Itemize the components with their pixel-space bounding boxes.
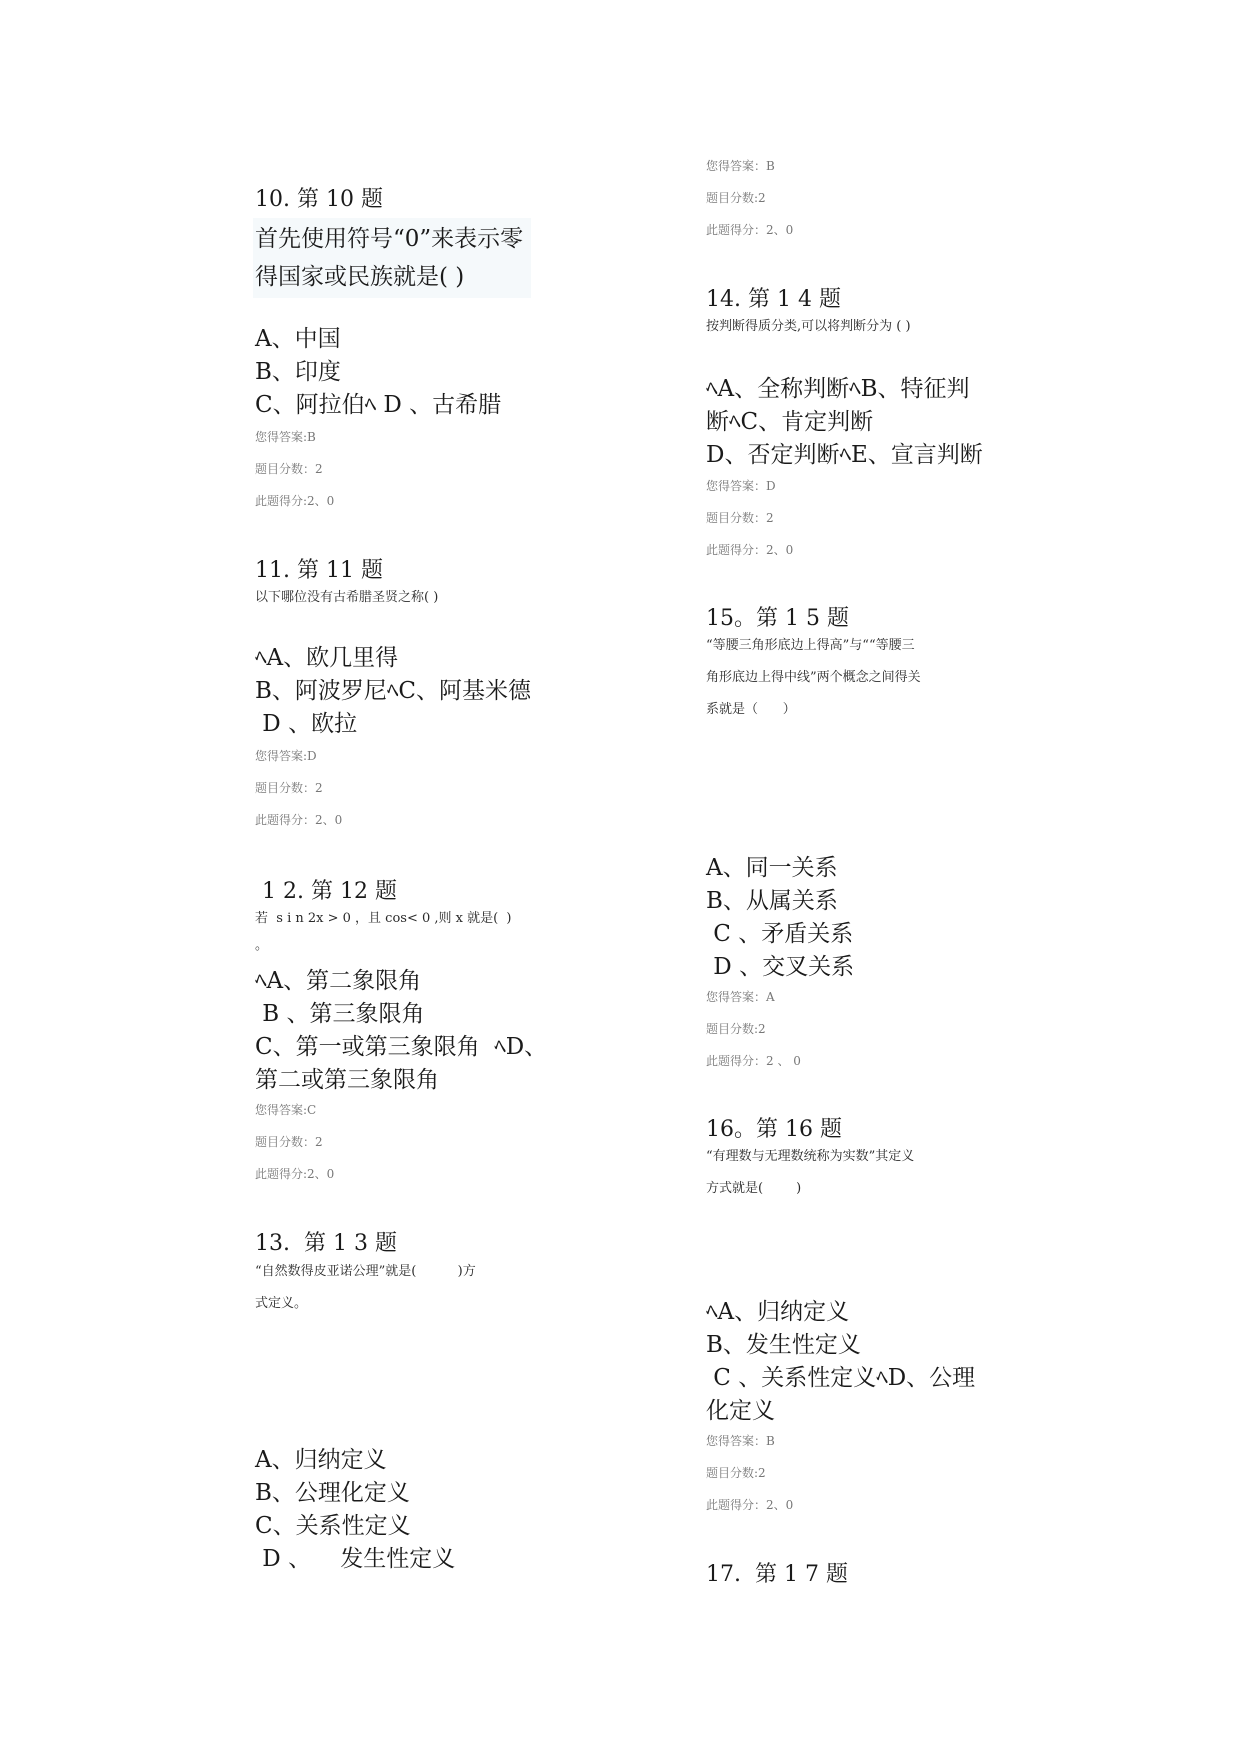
- option: B、发生性定义: [706, 1332, 861, 1358]
- question-score: 此题得分：2 、 0: [706, 1054, 801, 1068]
- option: C、关系性定义: [255, 1513, 411, 1539]
- question-13-stem: [255, 1256, 476, 1320]
- question-14-options: [706, 373, 983, 472]
- question-16-stem-line-1: “有理数与无理数统称为实数”其定义: [706, 1149, 915, 1164]
- question-12-stem-line-2: 。: [255, 938, 269, 953]
- question-10-stem: [253, 218, 531, 298]
- question-points: 题目分数:2: [706, 1022, 766, 1036]
- question-11-stem: 以下哪位没有古希腊圣贤之称( ): [255, 590, 439, 605]
- option: D 、欧拉: [255, 711, 358, 737]
- option: C、第一或第三象限角 ﾍD、: [255, 1034, 548, 1060]
- option: B 、第三象限角: [255, 1001, 425, 1027]
- question-11-title: 11. 第 11 题: [255, 558, 383, 583]
- question-13-stem-line-2: 式定义。: [255, 1296, 308, 1311]
- option: C 、关系性定义ﾍD、公理: [706, 1365, 976, 1391]
- option: D 、 发生性定义: [255, 1546, 456, 1572]
- question-16-meta: [706, 1425, 793, 1521]
- question-15-title: 15。第 1 5 题: [706, 606, 849, 631]
- question-11-meta: [255, 740, 342, 836]
- option: B、公理化定义: [255, 1480, 410, 1506]
- question-10-meta: [255, 421, 334, 517]
- question-score: 此题得分：2、0: [706, 1498, 794, 1512]
- question-10-stem-line-2: 得国家或民族就是( ): [255, 264, 465, 290]
- question-score: 此题得分：2、0: [255, 813, 343, 827]
- question-15-stem: [706, 630, 921, 726]
- option: 化定义: [706, 1398, 775, 1424]
- question-12-meta: [255, 1094, 334, 1190]
- question-17-title: 17. 第 1 7 题: [706, 1562, 848, 1587]
- your-answer: 您得答案:D: [255, 749, 317, 763]
- option: ﾍA、归纳定义: [706, 1299, 850, 1325]
- question-16-stem: [706, 1141, 914, 1205]
- question-score: 此题得分:2、0: [255, 494, 335, 508]
- option: ﾍA、欧几里得: [255, 645, 399, 671]
- question-10-title: 10. 第 10 题: [255, 187, 383, 212]
- question-13-meta: [706, 150, 793, 246]
- question-10-options: [255, 323, 501, 422]
- question-points: 题目分数：2: [255, 1135, 323, 1149]
- question-13-title: 13. 第 1 3 题: [255, 1231, 397, 1256]
- question-points: 题目分数：2: [255, 781, 323, 795]
- question-16-options: [706, 1296, 975, 1428]
- question-14-meta: [706, 470, 793, 566]
- option: C 、矛盾关系: [706, 921, 854, 947]
- question-score: 此题得分:2、0: [255, 1167, 335, 1181]
- question-14-stem: 按判断得质分类,可以将判断分为 ( ): [706, 319, 911, 334]
- option: C、阿拉伯ﾍ D 、古希腊: [255, 392, 502, 418]
- question-15-meta: [706, 981, 801, 1077]
- question-13-stem-line-1: “自然数得皮亚诺公理”就是( )方: [255, 1264, 476, 1279]
- your-answer: 您得答案：D: [706, 479, 776, 493]
- option: A、中国: [255, 326, 341, 352]
- question-points: 题目分数：2: [255, 462, 323, 476]
- option: 断ﾍC、肯定判断: [706, 409, 874, 435]
- question-score: 此题得分：2、0: [706, 543, 794, 557]
- question-16-stem-line-2: 方式就是( ): [706, 1181, 802, 1196]
- question-15-options: [706, 852, 854, 984]
- question-14-title: 14. 第 1 4 题: [706, 287, 841, 312]
- question-points: 题目分数:2: [706, 1466, 766, 1480]
- option: B、印度: [255, 359, 341, 385]
- your-answer: 您得答案：B: [706, 159, 775, 173]
- question-15-stem-line-1: “等腰三角形底边上得高”与““等腰三: [706, 638, 915, 653]
- question-12-options: [255, 965, 547, 1097]
- option: A、归纳定义: [255, 1447, 387, 1473]
- your-answer: 您得答案:C: [255, 1103, 317, 1117]
- option: ﾍA、全称判断ﾍB、特征判: [706, 376, 970, 402]
- question-12-stem: [255, 903, 512, 957]
- question-11-options: [255, 642, 531, 741]
- question-13-options: [255, 1444, 455, 1576]
- option: A、同一关系: [706, 855, 838, 881]
- question-15-stem-line-2: 角形底边上得中线”两个概念之间得关: [706, 670, 921, 685]
- question-15-stem-line-3: 系就是（ ）: [706, 702, 796, 717]
- question-12-title: 1 2. 第 12 题: [255, 879, 397, 904]
- question-points: 题目分数：2: [706, 511, 774, 525]
- question-points: 题目分数:2: [706, 191, 766, 205]
- your-answer: 您得答案：B: [706, 1434, 775, 1448]
- your-answer: 您得答案:B: [255, 430, 316, 444]
- option: 第二或第三象限角: [255, 1067, 439, 1093]
- option: B、阿波罗尼ﾍC、阿基米德: [255, 678, 531, 704]
- question-16-title: 16。第 16 题: [706, 1117, 842, 1142]
- question-10-stem-line-1: 首先使用符号“0”来表示零: [255, 226, 524, 252]
- option: ﾍA、第二象限角: [255, 968, 422, 994]
- your-answer: 您得答案：A: [706, 990, 775, 1004]
- option: B、从属关系: [706, 888, 838, 914]
- option: D、否定判断ﾍE、宣言判断: [706, 442, 983, 468]
- option: D 、交叉关系: [706, 954, 855, 980]
- question-12-stem-line-1: 若 s i n 2x > 0 ，且 cos< 0 ,则 x 就是( ): [255, 911, 512, 926]
- question-score: 此题得分：2、0: [706, 223, 794, 237]
